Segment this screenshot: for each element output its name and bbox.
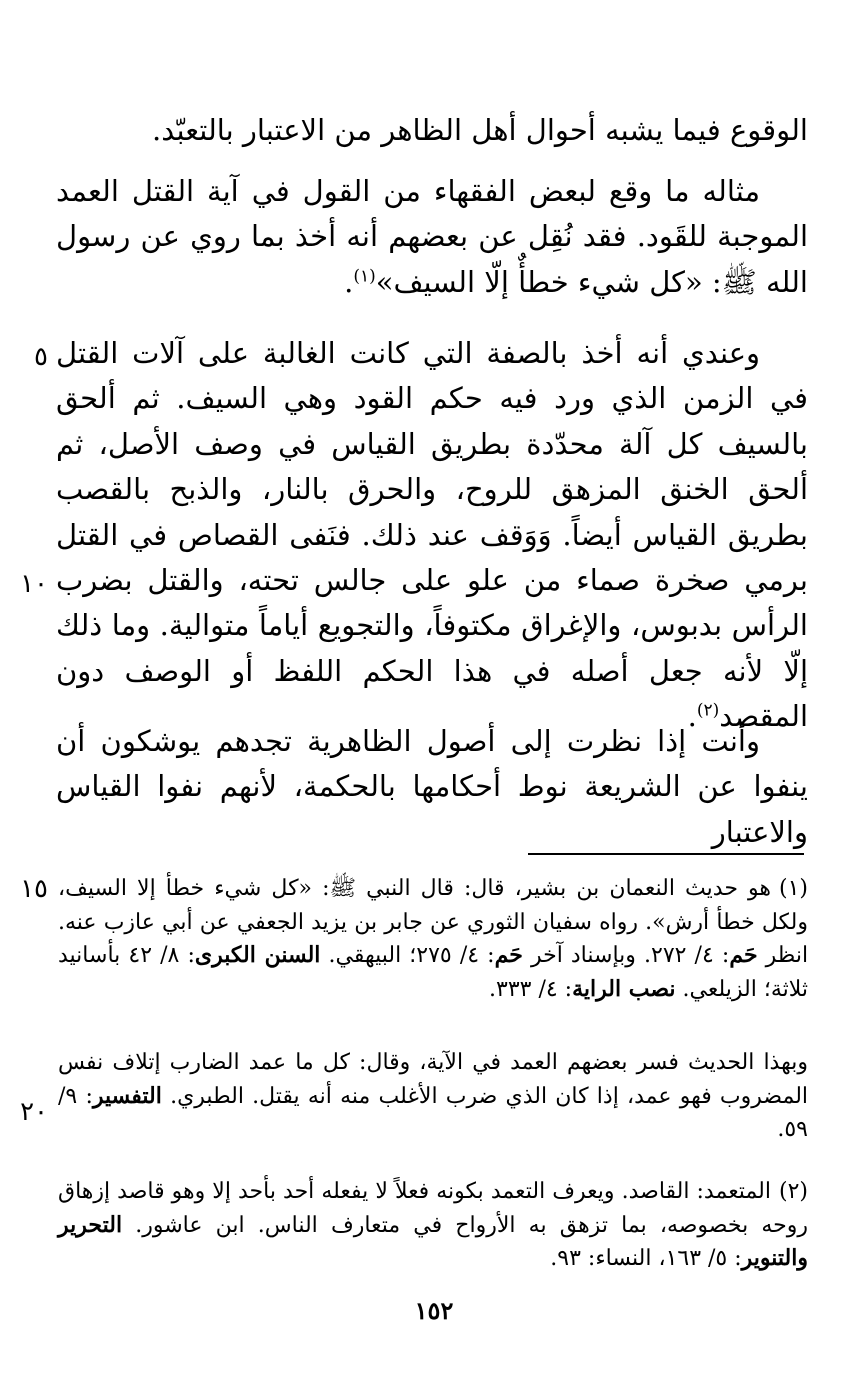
paragraph-2: [56, 169, 808, 305]
paragraph-3-container: [56, 331, 808, 740]
footnote-2-number: (٢): [778, 1179, 808, 1204]
footnote-1-paragraph-2-text-b: : ٩/ ٥٩.: [58, 1083, 808, 1142]
paragraph-4-container: [56, 719, 808, 855]
footnote-2-source-tahrir: التحرير والتنوير: [58, 1211, 808, 1271]
footnote-1-text-d: : ٨/ ٤٢ بأسانيد ثلاثة؛ الزيلعي.: [58, 943, 808, 1002]
line-number-5: ٥: [34, 342, 48, 372]
footnote-1: [58, 872, 808, 1006]
paragraph-2-container: [56, 169, 808, 305]
footnote-1-text-a: هو حديث النعمان بن بشير، قال: قال النبي ﷺ: «كل شيء خطأ إلا السيف، ولكل خطأ أرش». رواه سفيان الثوري عن جابر بن يزيد الجعفي عن أبي عازب عنه. انظر: [58, 876, 809, 968]
footnote-1-text-c: : ٤/ ٢٧٥؛ البيهقي.: [320, 943, 495, 968]
footnote-1-source-nasb: نصب الراية: [572, 975, 676, 1002]
footnote-1-paragraph-2-text-a: وبهذا الحديث فسر بعضهم العمد في الآية، وقال: كل ما عمد الضارب إتلاف نفس المضروب فهو عمد، إذا كان الذي ضرب الأغلب منه أنه يقتل. الطبري.: [58, 1050, 809, 1109]
footnote-2-text-a: المتعمد: القاصد. ويعرف التعمد بكونه فعلاً لا يفعله أحد بأحد إلا وهو قاصد إزهاق روحه بخصوصه، بما تزهق به الأرواح في متعارف الناس. ابن عاشور.: [58, 1179, 808, 1238]
line-number-10: ١٠: [20, 569, 48, 599]
paragraph-2-end: .: [344, 264, 354, 299]
footnote-separator: [528, 853, 804, 855]
paragraph-2-text: مثاله ما وقع لبعض الفقهاء من القول في آية القتل العمد الموجبة للقَود. فقد نُقِل عن بعضهم أنه أخذ بما روي عن رسول الله ﷺ: «كل شيء خطأٌ إلّا السيف»: [56, 174, 808, 299]
paragraph-1-container: [56, 108, 808, 153]
footnote-1-source-sunan: السنن الكبرى: [194, 942, 321, 968]
paragraph-3-text: وعندي أنه أخذ بالصفة التي كانت الغالبة على آلات القتل في الزمن الذي ورد فيه حكم القود وهي السيف. ثم ألحق بالسيف كل آلة محدّدة بطريق القياس في وصف الأصل، ثم ألحق الخنق المزهق للروح، والحرق بالنار، والذبح بالقصب بطريق القياس أيضاً. وَوَقف عند ذلك. فنَفى القصاص في القتل برمي صخرة صماء من علو على جالس تحته، والقتل بضرب الرأس بدبوس، والإغراق مكتوفاً، والتجويع أياماً متوالية. وما ذلك إلّا لأنه جعل أصله في هذا الحكم اللفظ أو الوصف دون المقصد: [56, 336, 808, 734]
footnote-1-source-hm-2: حَم: [494, 942, 523, 968]
footnote-ref-2: (٢): [696, 700, 720, 721]
footnote-1-paragraph-2: [58, 1046, 808, 1147]
footnote-2-text-b: : ٥/ ١٦٣، النساء: ٩٣.: [550, 1246, 742, 1271]
paragraph-3: [56, 331, 808, 740]
footnote-1-number: (١): [778, 876, 808, 901]
line-number-15: ١٥: [20, 874, 48, 904]
paragraph-1: الوقوع فيما يشبه أحوال أهل الظاهر من الاعتبار بالتعبّد.: [152, 113, 808, 147]
footnote-1-text-b: : ٤/ ٢٧٢. وبإسناد آخر: [522, 943, 730, 968]
paragraph-4: وأنت إذا نظرت إلى أصول الظاهرية تجدهم يوشكون أن ينفوا عن الشريعة نوط أحكامها بالحكمة، لأنهم نفوا القياس والاعتبار: [56, 724, 808, 849]
footnote-1-source-tafsir: التفسير: [92, 1082, 162, 1109]
footnote-1-text-e: : ٤/ ٣٣٣.: [489, 976, 573, 1002]
line-number-20: ٢٠: [20, 1097, 48, 1127]
footnote-1-source-hm: حَم: [729, 942, 758, 968]
footnote-2: [58, 1175, 808, 1276]
page-number: ١٥٢: [414, 1296, 454, 1325]
paragraph-3-end: .: [687, 699, 697, 734]
footnote-ref-1: (١): [353, 266, 376, 287]
